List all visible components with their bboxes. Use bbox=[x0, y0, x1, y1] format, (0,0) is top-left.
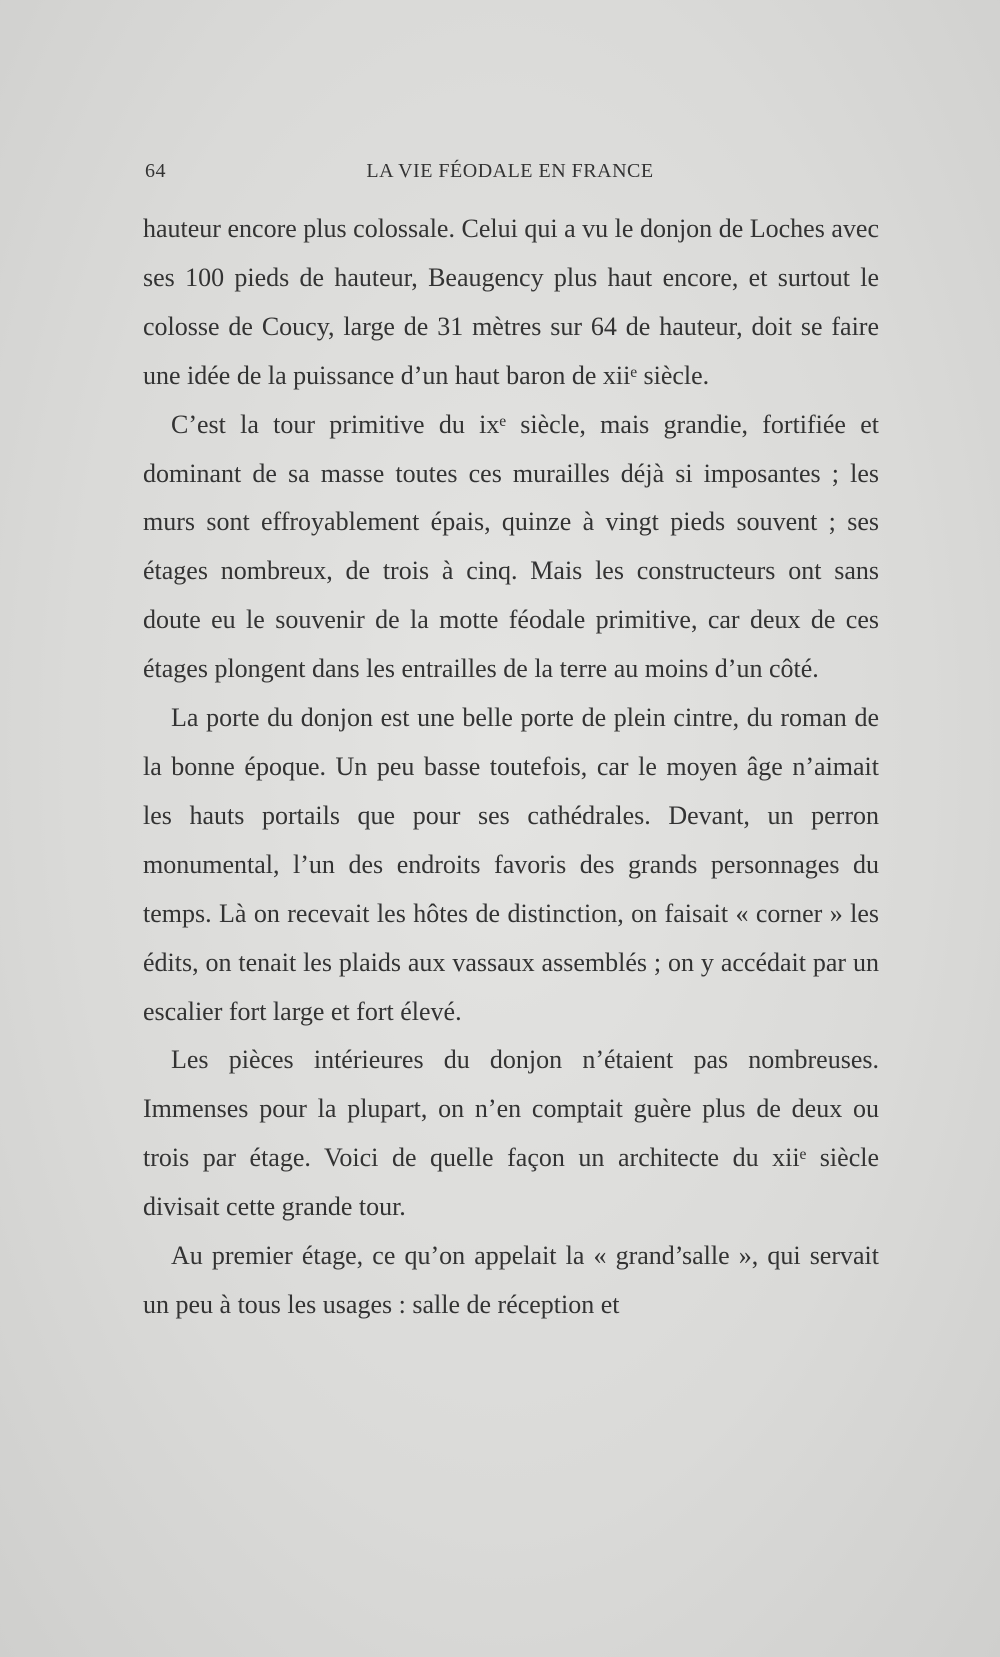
page-number: 64 bbox=[145, 160, 166, 182]
paragraph-1: hauteur encore plus colossale. Celui qui a vu le donjon de Loches avec ses 100 pieds de hauteur, Beaugency plus haut encore, et surtout le colosse de Coucy, large de 31 mètres sur 64 de hauteur, doit se faire une idée de la puissance d’un haut baron de xiiᵉ siècle. bbox=[143, 214, 879, 390]
paragraph-2: C’est la tour primitive du ixᵉ siècle, mais grandie, fortifiée et dominant de sa masse toutes ces murailles déjà si imposantes ; les murs sont effroyablement épais, quinze à vingt pieds souvent ; ses étages nombreux, de trois à cinq. Mais les constructeurs ont sans doute eu le souvenir de la motte féodale primitive, car deux de ces étages plongent dans les entrailles de la terre au moins d’un côté. bbox=[143, 409, 879, 684]
page-header bbox=[145, 160, 875, 190]
running-title: LA VIE FÉODALE EN FRANCE bbox=[366, 160, 654, 182]
paragraph-3: La porte du donjon est une belle porte de plein cintre, du roman de la bonne époque. Un peu basse toutefois, car le moyen âge n’aimait les hauts portails que pour ses cathédrales. Devant, un perron monumental, l’un des endroits favoris des grands personnages du temps. Là on recevait les hôtes de distinction, on faisait « corner » les édits, on tenait les plaids aux vassaux assemblés ; on y accédait par un escalier fort large et fort élevé. bbox=[143, 703, 879, 1026]
paragraph-5: Au premier étage, ce qu’on appelait la « grand’salle », qui servait un peu à tous les usages : salle de réception et bbox=[143, 1241, 879, 1319]
body-text bbox=[143, 205, 879, 1330]
paragraph-4: Les pièces intérieures du donjon n’étaient pas nombreuses. Immenses pour la plupart, on n’en comptait guère plus de deux ou trois par étage. Voici de quelle façon un architecte du xiiᵉ siècle divisait cette grande tour. bbox=[143, 1045, 879, 1222]
